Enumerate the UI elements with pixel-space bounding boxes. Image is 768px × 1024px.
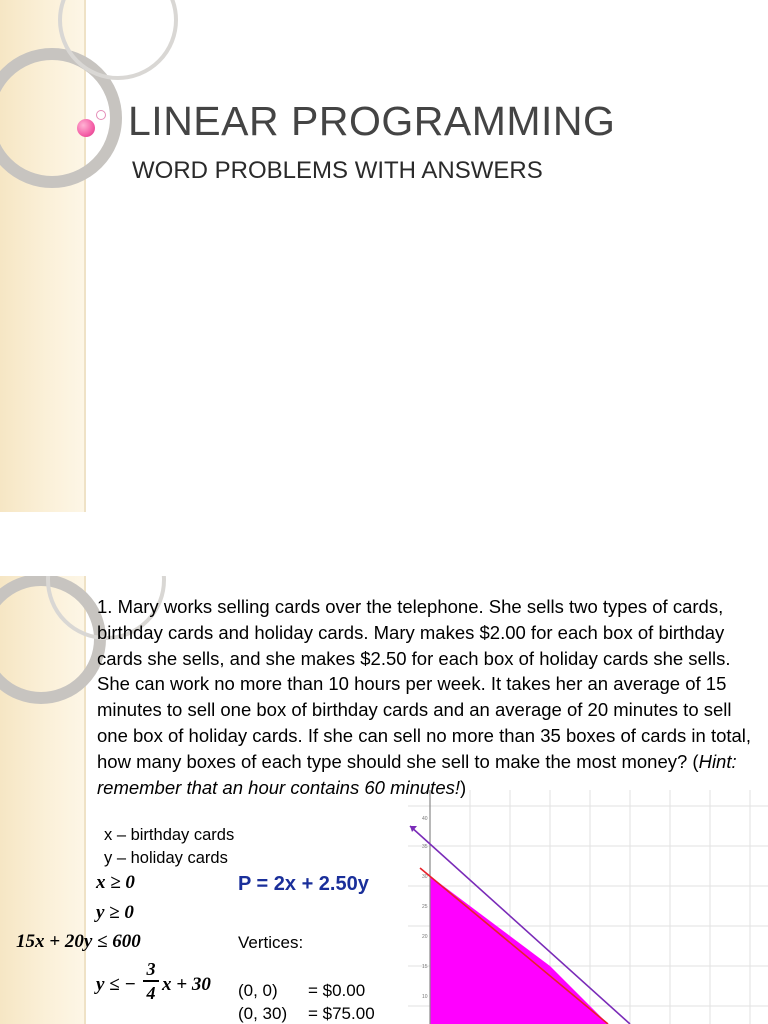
vertex-row: [238, 981, 365, 1001]
vertex-row: [238, 1004, 375, 1024]
slide-gap: [0, 512, 768, 576]
svg-text:25: 25: [422, 904, 428, 910]
fraction-denominator: 4: [146, 983, 156, 1003]
pink-bullet-icon: [77, 119, 95, 137]
svg-text:10: 10: [422, 994, 428, 1000]
constraint-time: 15x + 20y ≤ 600: [16, 931, 141, 952]
fraction-bar: [143, 980, 159, 982]
problem-slide: [0, 576, 768, 1024]
vertex-point: (0, 30): [238, 1004, 288, 1023]
objective-function: P = 2x + 2.50y: [238, 873, 369, 895]
constraint-y-nonneg: y ≥ 0: [96, 902, 134, 923]
hint-text: Hint: remember that an hour contains 60 minutes!: [97, 750, 737, 798]
variable-definition: x – birthday cards: [104, 826, 235, 844]
svg-text:35: 35: [422, 844, 428, 850]
slide-subtitle: WORD PROBLEMS WITH ANSWERS: [132, 157, 543, 184]
svg-text:20: 20: [422, 934, 428, 940]
vertex-value: = $75.00: [308, 1004, 375, 1023]
constraint-x-nonneg: x ≥ 0: [96, 872, 135, 893]
fraction-numerator: 3: [146, 959, 156, 979]
problem-text: 1. Mary works selling cards over the telephone. She sells two types of cards, birthday cards and holiday cards. Mary makes $2.00 for each box of birthday cards she sells, and she makes $2.50 for each box of holiday cards she sells. She can work no more than 10 hours per week. It takes her an average of 15 minutes to sell one box of birthday cards and an average of 20 minutes to sell one box of holiday cards. If she can sell no more than 35 boxes of cards in total, how many boxes of each type should she sell to make the most money? (: [97, 596, 752, 772]
y-axis-ticks: [422, 816, 428, 1000]
problem-statement: [97, 594, 752, 800]
slide-title: LINEAR PROGRAMMING: [128, 98, 616, 144]
small-ring-icon: [96, 110, 106, 120]
vertices-label: Vertices:: [238, 933, 304, 952]
constraint-boxes-lhs: y ≤ −: [96, 974, 136, 995]
svg-text:40: 40: [422, 816, 428, 822]
hint-close: ): [460, 776, 467, 798]
svg-text:30: 30: [422, 874, 428, 880]
constraint-boxes-rhs: x + 30: [162, 974, 211, 995]
variable-definition: y – holiday cards: [104, 849, 228, 867]
vertex-point: (0, 0): [238, 981, 278, 1000]
vertex-value: = $0.00: [308, 981, 366, 1000]
svg-text:15: 15: [422, 964, 428, 970]
feasible-region-graph: [408, 790, 768, 1024]
